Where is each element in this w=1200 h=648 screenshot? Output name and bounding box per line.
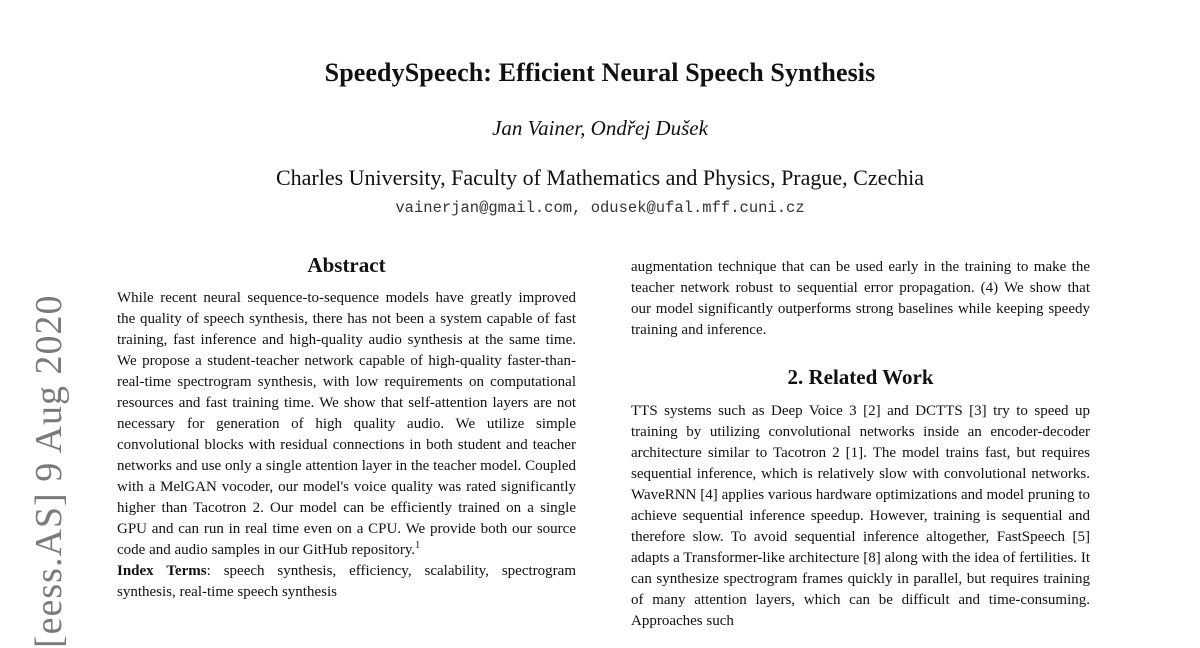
related-work-heading: 2. Related Work xyxy=(787,365,934,389)
abstract-body: While recent neural sequence-to-sequence models have greatly improved the quality of speech synthesis, there has not been a system capable of fast training, fast inference and high-quality audio synthesis at the same time. We propose a student-teacher network capable of high-quality faster-than-real-time spectrogram synthesis, with low requirements on computational resources and fast training time. We show that self-attention layers are not necessary for generation of high quality audio. We utilize simple convolutional blocks with residual connections in both student and teacher networks and use only a single attention layer in the teacher model. Coupled with a MelGAN vocoder, our model's voice quality was rated significantly higher than Tacotron 2. Our model can be efficiently trained on a single GPU and can run in real time even on a CPU. We provide both our source code and audio samples in our GitHub repository. xyxy=(117,290,576,558)
index-terms xyxy=(117,561,576,603)
paper-authors: Jan Vainer, Ondřej Dušek xyxy=(492,116,708,140)
left-column xyxy=(117,252,576,603)
index-terms-label: Index Terms xyxy=(117,563,207,579)
abstract-text xyxy=(117,288,576,561)
intro-continuation: augmentation technique that can be used early in the training to make the teacher network robust to sequential error propagation. (4) We show that our model significantly outperforms strong baselines while keeping speedy training and inference. xyxy=(631,259,1090,338)
arxiv-margin-stamp: [eess.AS] 9 Aug 2020 xyxy=(28,294,70,648)
abstract-heading: Abstract xyxy=(307,253,386,277)
index-terms-text: : speech synthesis, efficiency, scalability, spectrogram synthesis, real-time speech synthesis xyxy=(117,563,576,600)
paper-affiliation: Charles University, Faculty of Mathematics and Physics, Prague, Czechia xyxy=(275,165,925,190)
author-emails: vainerjan@gmail.com, odusek@ufal.mff.cuni.cz xyxy=(395,199,805,217)
right-column xyxy=(631,257,1090,632)
related-work-text: TTS systems such as Deep Voice 3 [2] and DCTTS [3] try to speed up training by utilizing convolutional networks inside an encoder-decoder architecture similar to Tacotron 2 [1]. The model trains fast, but requires sequential inference, which is relatively slow with convolutional networks. WaveRNN [4] applies various hardware optimizations and model pruning to achieve sequential inference speedup. However, training is sequential and therefore slow. To avoid sequential inference altogether, FastSpeech [5] adapts a Transformer-like architecture [8] along with the idea of fertilities. It can synthesize spectrogram frames quickly in parallel, but requires training of many attention layers, which can be difficult and time-consuming. Approaches such xyxy=(631,403,1090,629)
footnote-marker: 1 xyxy=(415,540,421,551)
paper-title: SpeedySpeech: Efficient Neural Speech Synthesis xyxy=(324,58,876,87)
